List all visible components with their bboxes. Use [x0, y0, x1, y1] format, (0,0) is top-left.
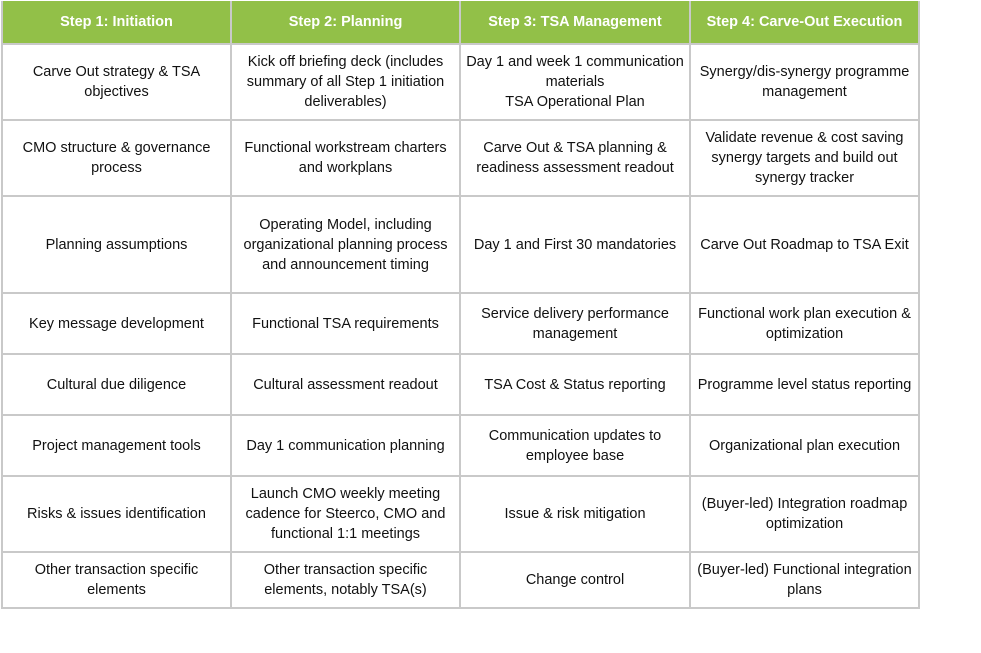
table-cell: Change control — [460, 552, 690, 608]
table-cell: Planning assumptions — [2, 196, 231, 293]
table-cell: Service delivery performance management — [460, 293, 690, 354]
table-cell: Carve Out Roadmap to TSA Exit — [690, 196, 919, 293]
table-cell: Organizational plan execution — [690, 415, 919, 476]
table-row — [2, 196, 919, 293]
table-cell: Programme level status reporting — [690, 354, 919, 415]
table-cell: Cultural due diligence — [2, 354, 231, 415]
table-row — [2, 120, 919, 196]
table-cell: Day 1 and week 1 communication materials TSA Operational Plan — [460, 44, 690, 120]
table-cell: Launch CMO weekly meeting cadence for Steerco, CMO and functional 1:1 meetings — [231, 476, 460, 552]
table-cell: Kick off briefing deck (includes summary of all Step 1 initiation deliverables) — [231, 44, 460, 120]
table-row — [2, 44, 919, 120]
table-cell: TSA Cost & Status reporting — [460, 354, 690, 415]
header-step-3: Step 3: TSA Management — [460, 1, 690, 44]
table-row — [2, 293, 919, 354]
header-step-4: Step 4: Carve-Out Execution — [690, 1, 919, 44]
table-cell: Other transaction specific elements — [2, 552, 231, 608]
table-cell: Cultural assessment readout — [231, 354, 460, 415]
table-cell: Risks & issues identification — [2, 476, 231, 552]
table-cell: (Buyer-led) Integration roadmap optimization — [690, 476, 919, 552]
table-cell: Carve Out & TSA planning & readiness assessment readout — [460, 120, 690, 196]
table-cell: Synergy/dis-synergy programme management — [690, 44, 919, 120]
table-cell: Day 1 and First 30 mandatories — [460, 196, 690, 293]
header-step-1: Step 1: Initiation — [2, 1, 231, 44]
table-cell: Project management tools — [2, 415, 231, 476]
table-cell: Validate revenue & cost saving synergy targets and build out synergy tracker — [690, 120, 919, 196]
header-row — [2, 1, 919, 44]
table-cell: Functional work plan execution & optimization — [690, 293, 919, 354]
table-row — [2, 354, 919, 415]
table-cell: Communication updates to employee base — [460, 415, 690, 476]
table-cell: Day 1 communication planning — [231, 415, 460, 476]
table-cell: Functional TSA requirements — [231, 293, 460, 354]
table-cell: Operating Model, including organizational planning process and announcement timing — [231, 196, 460, 293]
header-step-2: Step 2: Planning — [231, 1, 460, 44]
table-cell: Issue & risk mitigation — [460, 476, 690, 552]
table-cell: Functional workstream charters and workplans — [231, 120, 460, 196]
table-row — [2, 415, 919, 476]
table-cell: CMO structure & governance process — [2, 120, 231, 196]
carve-out-phases-table — [1, 1, 920, 609]
table-cell: Other transaction specific elements, notably TSA(s) — [231, 552, 460, 608]
table-row — [2, 552, 919, 608]
table-row — [2, 476, 919, 552]
table-cell: (Buyer-led) Functional integration plans — [690, 552, 919, 608]
table-cell: Carve Out strategy & TSA objectives — [2, 44, 231, 120]
table-cell: Key message development — [2, 293, 231, 354]
